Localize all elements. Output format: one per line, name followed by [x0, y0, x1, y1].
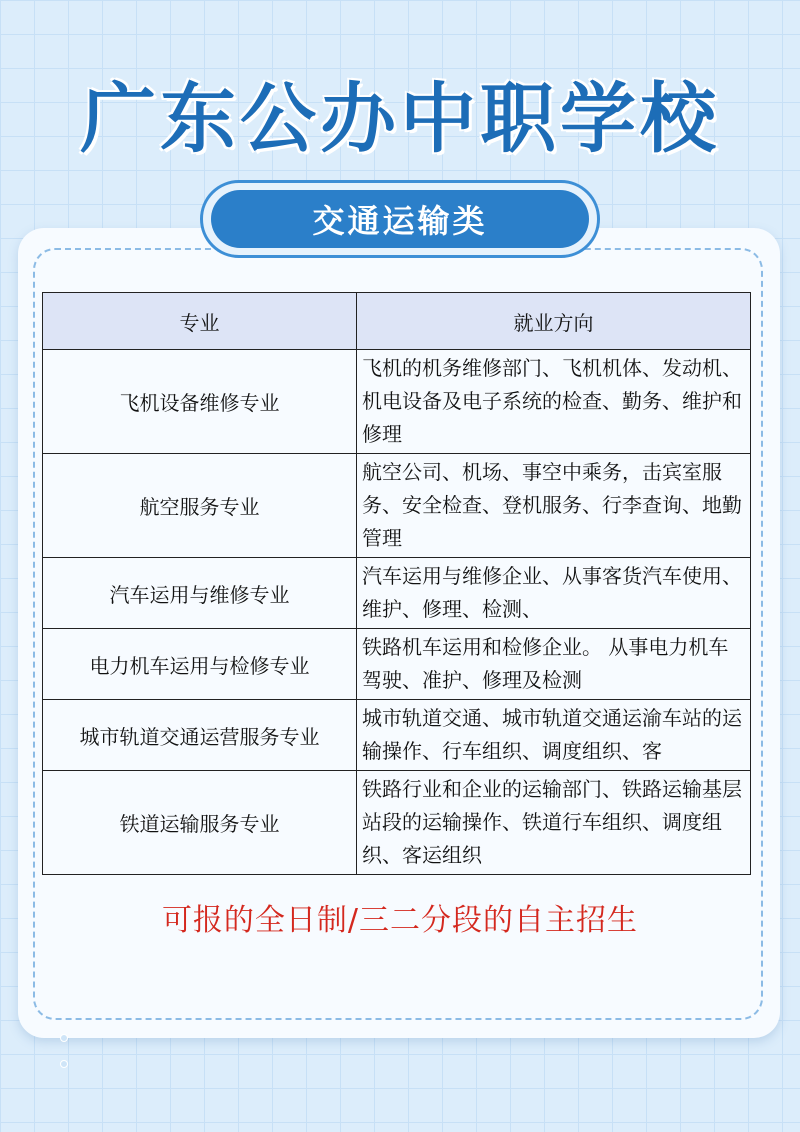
table-row	[43, 558, 751, 629]
major-cell: 城市轨道交通运营服务专业	[43, 700, 357, 771]
direction-cell: 城市轨道交通、城市轨道交通运渝车站的运输操作、行车组织、调度组织、客	[357, 700, 751, 771]
major-cell: 飞机设备维修专业	[43, 350, 357, 454]
category-label: 交通运输类	[211, 190, 589, 248]
table-header-row	[43, 293, 751, 350]
majors-table	[42, 292, 751, 875]
category-badge	[200, 180, 600, 258]
major-cell: 电力机车运用与检修专业	[43, 629, 357, 700]
major-cell: 汽车运用与维修专业	[43, 558, 357, 629]
direction-cell: 铁路行业和企业的运输部门、铁路运输基层 站段的运输操作、铁道行车组织、调度组织、客运组织	[357, 771, 751, 875]
table-row	[43, 771, 751, 875]
major-cell: 铁道运输服务专业	[43, 771, 357, 875]
decorative-dot	[60, 1034, 68, 1042]
header-direction: 就业方向	[357, 293, 751, 350]
decorative-dot	[60, 1060, 68, 1068]
direction-cell: 铁路机车运用和检修企业。 从事电力机车驾驶、准护、修理及检测	[357, 629, 751, 700]
page-title: 广东公办中职学校	[80, 74, 720, 163]
direction-cell: 飞机的机务维修部门、飞机机体、发动机、机电设备及电子系统的检查、勤务、维护和修理	[357, 350, 751, 454]
major-cell: 航空服务专业	[43, 454, 357, 558]
table-row	[43, 700, 751, 771]
table-row	[43, 350, 751, 454]
direction-cell: 汽车运用与维修企业、从事客货汽车使用、维护、修理、检测、	[357, 558, 751, 629]
enrollment-note: 可报的全日制/三二分段的自主招生	[161, 903, 639, 938]
table-row	[43, 629, 751, 700]
table-row	[43, 454, 751, 558]
header-major: 专业	[43, 293, 357, 350]
direction-cell: 航空公司、机场、事空中乘务，击宾室服务、安全检查、登机服务、行李查询、地勤管理	[357, 454, 751, 558]
